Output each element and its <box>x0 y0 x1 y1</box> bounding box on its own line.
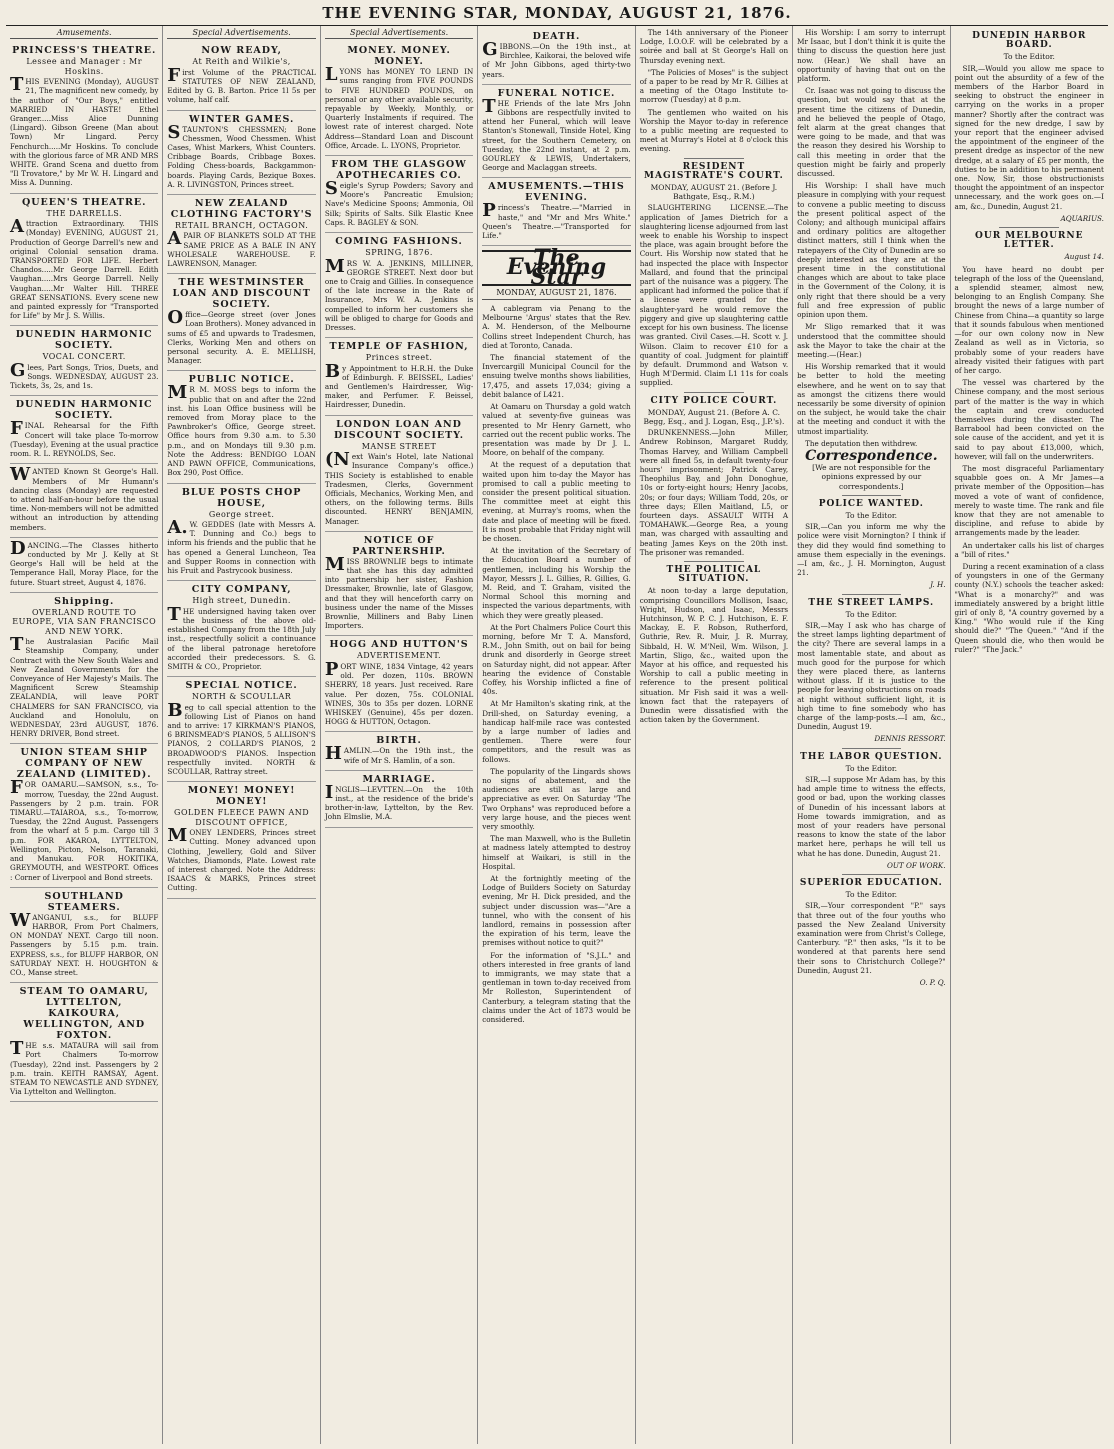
ad-body: THIS EVENING (Monday), AUGUST 21, The magnificent new comedy, by the author of "Our Boys," entitled MARRIED IN HASTE! Ethel Granger.....Miss Alice Dunning (Lingard). Gibson Greene (Man about Town) Mr Lingard. Percy Fenchurch.....Mr Hoskins. To conclude with the glorious farce of MR AND MRS WHITE. Grand Scena and duetto from "Il Trovatore," by Mr W. H. Lingard and Miss A. Dunning. <box>10 74 159 188</box>
ad-title: HOGG AND HUTTON'S <box>329 639 469 651</box>
ad-title: DEATH. <box>532 31 581 42</box>
ad-body: DANCING.—The Classes hitherto conducted by Mr J. Kelly at St George's Hall will be held at the Temperance Hall, Moray Place, for the future. Stuart street, August 4, 1876. <box>10 537 159 587</box>
correspondence-heading: Correspondence. <box>805 447 938 464</box>
section-rule <box>684 561 743 562</box>
news-paragraph: Mr Sligo remarked that it was understood that the committee should ask the Mayor to take the chair at the meeting.—(Hear.) <box>797 322 946 359</box>
ad-title: WINTER GAMES. <box>188 113 295 125</box>
letter-body <box>797 901 945 975</box>
ad-title: PRINCESS'S THEATRE. <box>12 45 157 57</box>
column-courts <box>636 26 793 1444</box>
masthead: THE EVENING STAR, MONDAY, AUGUST 21, 1876. <box>6 4 1108 26</box>
ad-title: FROM THE GLASGOW APOTHECARIES CO. <box>331 159 467 182</box>
ad-subtitle: Lessee and Manager : Mr Hoskins. <box>26 57 143 76</box>
ad-title: LONDON LOAN AND DISCOUNT SOCIETY. <box>334 418 465 441</box>
advertisement <box>10 888 158 983</box>
column-melbourne-letter <box>951 26 1108 1444</box>
letter-salutation: To the Editor. <box>845 510 897 520</box>
ad-subtitle: ADVERTISEMENT. <box>357 651 442 661</box>
letter-text: SIR,—Can you inform me why the police were visit Mornington? I think if they did they would find something to amuse them especially in the evenings.—I am, &c., J. H. Mornington, August 21. <box>797 522 946 578</box>
advertisement <box>325 156 473 233</box>
ad-body: LYONS has MONEY TO LEND IN sums ranging from FIVE POUNDS to FIVE HUNDRED POUNDS, on personal or any other available security, repayable by Weekly, Monthly, or Quarterly Instalments if required. The lowest rate of interest charged. Note Address—Standard Loan and Discount Office, Arcade. L. LYONS, Proprietor. <box>324 64 474 150</box>
melbourne-letter-date: August 14. <box>1064 252 1104 262</box>
news-paragraph: The popularity of the Lingards shows no signs of abatement, and the audiences are still as large and appreciative as ever. On Saturday "The Two Orphans" was reproduced before a very large house, and the pieces went very smoothly. <box>482 766 631 832</box>
letter-signature: AQUARIUS. <box>1060 213 1104 223</box>
melbourne-letter-title: OUR MELBOURNE LETTER. <box>975 231 1084 251</box>
column-notices-editorial <box>478 26 635 1444</box>
advertisement <box>10 326 158 396</box>
letter-salutation: To the Editor. <box>1003 52 1055 62</box>
ad-title: DUNEDIN HARMONIC SOCIETY. <box>15 399 153 422</box>
ad-title: SPECIAL NOTICE. <box>185 680 298 692</box>
advertisement <box>325 233 473 338</box>
advertisement <box>10 538 158 593</box>
ad-body: PORT WINE, 1834 Vintage, 42 years old. Per dozen, 110s. BROWN SHERRY, 18 years. Just received. Rare value. Per dozen, 75s. COLONIAL WINES, 30s to 35s per dozen. LORNE WHISKEY (Genuine), 45s per dozen. HOGG & HUTTON, Octagon. <box>324 658 474 727</box>
ad-subtitle: SPRING, 1876. <box>365 248 433 258</box>
column-amusements <box>6 26 163 1444</box>
news-paragraph: You have heard no doubt per telegraph of the loss of the Queensland, a splendid steamer, almost new, belonging to an English Company. She brought the news of a large number of Chinese from China—a quantity so large that it sounds fabulous when mentioned—for our own colony now in New Zealand as well as in Victoria, so probably some of your readers have already visited their fatigues with part of her cargo. <box>954 264 1104 375</box>
letter-title: SUPERIOR EDUCATION. <box>799 878 943 889</box>
ad-body: Princess's Theatre.—"Married in haste," and "Mr and Mrs White." Queen's Theatre.—"Transported for Life." <box>482 200 631 241</box>
news-paragraph: His Worship: I am sorry to interrupt Mr Isaac, but I don't think it is quite the thing to discuss the question here just now. (Hear.) We shall have an opportunity of having that out on the platform. <box>797 28 946 84</box>
ad-body: Glees, Part Songs, Trios, Duets, and Songs. WEDNESDAY, AUGUST 23. Tickets, 3s, 2s, and 1s. <box>10 359 159 391</box>
section-title: RESIDENT MAGISTRATE'S COURT. <box>644 161 784 181</box>
advertisement <box>10 593 158 745</box>
section-text: SLAUGHTERING LICENSE.—The application of James Dietrich for a slaughtering license adjourned from last week to enable his Worship to inspect the place, was again brought before the Court. His Worship now stated that he had inspected the place with Inspector Mallard, and found that the principal part of the nuisance was a piggery. The applicant had informed the police that if a license were granted for the slaughter-yard he would remove the piggery and give up slaughtering cattle except for his own business. The license was granted. Civil Cases.—H. Scott v. J. Wilson. Claim to recover £10 for a quantity of coal. Judgment for plaintiff by default. Drummond and Watson v. Hugh M'Dermid. Claim L1 11s for coals supplied. <box>639 203 789 388</box>
ad-title: NEW ZEALAND CLOTHING FACTORY'S <box>170 197 313 220</box>
advertisement <box>325 532 473 637</box>
ad-subtitle: THE DARRELLS. <box>46 208 123 218</box>
ad-body: MRS W. A. JENKINS, MILLINER, GEORGE STREET. Next door but one to Craig and Gillies. In consequence of the late increase in the Rate of Insurance, Mrs W. A. Jenkins is compelled to inform her customers she will be obliged to charge for Goods and Dresses. <box>324 255 474 332</box>
advertisement <box>167 274 315 371</box>
ad-body: Attraction Extraordinary. THIS (Monday) EVENING, AUGUST 21, Production of George Darrell's new and original Colonial sensation drama. TRANSPORTED FOR LIFE. Herbert Chandos.....Mr George Darrell. Edith Vaughan.....Mrs George Darrell. Nelly Vaughan.....Mr Walter Hill. THREE GREAT SENSATIONS. Every scene new and painted expressly for "Transported for Life" by Mr J. S. Willis. <box>10 216 159 321</box>
section-subhead: MONDAY, August 21. (Before A. C. Begg, Esq., and J. Logan, Esq., J.P.'s). <box>643 407 785 426</box>
column-correspondence <box>793 26 950 1444</box>
ad-subtitle: VOCAL CONCERT. <box>42 352 126 362</box>
editorial-dateline: MONDAY, AUGUST 21, 1876. <box>482 288 630 300</box>
ad-title: PUBLIC NOTICE. <box>188 374 295 386</box>
advertisement <box>167 42 315 110</box>
section-title: THE POLITICAL SITUATION. <box>666 564 762 585</box>
news-paragraph: During a recent examination of a class of youngsters in one of the Germany county (N.Y.) schools the teacher asked: "What is a monarchy?" and was immediately answered by a bright little girl of only 8, "A country governed by a King." "Who would rule if the King should die?" "The Queen." "And if the Queen should die, who then would be ruler?" "The Jack." <box>954 561 1104 654</box>
section-text: DRUNKENNESS.—John Miller, Andrew Robinson, Margaret Ruddy, Thomas Harvey, and William Campbell were all fined 5s, in default twenty-four hours' imprisonment; Patrick Carey, Theophilus Bay, and John Donoghue, 10s or forty-eight hours; Henry Jacobs, 20s; or four days; William Todd, 20s, or three days; Ellen Maitland, L5, or fourteen days. ASSAULT WITH A TOMAHAWK.—George Rea, a young man, was charged with assaulting and beating James Keys on the 20th inst. The prisoner was remanded. <box>639 428 789 557</box>
advertisement <box>10 983 158 1102</box>
ad-title: BLUE POSTS CHOP HOUSE, <box>181 486 302 509</box>
news-paragraph: His Worship: I shall have much pleasure in complying with your request to convene a public meeting to discuss the present political aspect of the Colony; and although municipal affairs and ordinary politics are altogether distinct matters, still I think when the ratepayers of the City of Dunedin are so deeply interested as they are at the present time in the constitutional changes which are about to take place in the Government of the Colony, it is only right that there should be a very full and free expression of public opinion upon them. <box>797 181 946 320</box>
column-heading: Special Advertisements. <box>167 28 315 39</box>
news-paragraph: An undertaker calls his list of charges a "bill of rites." <box>954 540 1104 559</box>
ad-body: MISS BROWNLIE begs to intimate that she has this day admitted into partnership her sister, Fashion Dressmaker, Brownlie, late of Glasgow, and that they will henceforth carry on business under the name of the Misses Brownlie, Milliners and Baby Linen Importers. <box>324 553 474 631</box>
section-body <box>640 428 788 557</box>
section-subhead: MONDAY, AUGUST 21. (Before J. Bathgate, Esq., R.M.) <box>650 183 778 202</box>
letter-text: SIR,—Your correspondent "P." says that three out of the four youths who passed the New Zealand University examination were from Christ's College, Canterbury. "P." then asks, "Is it to be wondered at that parents here send their sons to Christchurch College?" Dunedin, August 21. <box>797 901 946 975</box>
letter-title: THE LABOR QUESTION. <box>800 751 943 762</box>
ad-body: GIBBONS.—On the 19th inst., at Birchlee, Kaikorai, the beloved wife of Mr John Gibbons, aged thirty-two years. <box>482 39 631 79</box>
advertisement <box>10 194 158 327</box>
ad-body: THE s.s. MATAURA will sail from Port Chalmers To-morrow (Tuesday), 22nd inst. Passengers by 2 p.m. train. KEITH RAMSAY, Agent. STEAM TO NEWCASTLE AND SYDNEY, Via Lyttelton and Wellington. <box>10 1038 159 1097</box>
letter-rule <box>842 748 901 749</box>
news-paragraph: At the fortnightly meeting of the Lodge of Builders Society on Saturday evening, Mr H. Dick presided, and the subject under discussion was—"Are a tunnel, who with the consent of his landlord, remains in possession after the expiration of his term, leave the premises without notice to quit?" <box>482 874 631 948</box>
section-rule <box>684 158 743 159</box>
advertisement <box>10 464 158 537</box>
advertisement <box>167 782 315 898</box>
letter-title: DUNEDIN HARBOR BOARD. <box>972 31 1087 51</box>
ad-body: By Appointment to H.R.H. the Duke of Edinburgh. F. BEISSEL, Ladies' and Gentlemen's Hairdresser, Wig-maker, and Perfumer. F. Beissel, Hairdresser, Dunedin. <box>324 360 474 410</box>
ad-title: BIRTH. <box>376 735 422 747</box>
advertisement <box>167 484 315 582</box>
letter-title: POLICE WANTED. <box>818 498 924 509</box>
ad-title: COMING FASHIONS. <box>335 236 463 248</box>
letter-body <box>797 522 945 577</box>
ad-subtitle: MANSE STREET <box>361 441 437 451</box>
ad-subtitle: High street, Dunedin. <box>192 596 291 606</box>
news-paragraph: The gentlemen who waited on his Worship the Mayor to-day in reference to a public meeting are requested to meet at Murray's Hotel at 8 o'clock this evening. <box>639 107 789 154</box>
advertisement <box>10 396 158 464</box>
letters-block <box>797 495 945 988</box>
ad-body: INGLIS—LEVTTEN.—On the 10th inst., at the residence of the bride's brother-in-law, Lyttelton, by the Rev. John Elmslie, M.A. <box>324 781 474 822</box>
ad-subtitle: RETAIL BRANCH, OCTAGON. <box>175 220 309 230</box>
news-paragraph: His Worship remarked that it would be better to hold the meeting elsewhere, and he went on to say that as amongst the citizens there would necessarily be some diversity of opinion on the subject, he would take the chair at the meeting and conduct it with the utmost impartiality. <box>797 362 946 436</box>
letter-signature: DENNIS RESSORT. <box>874 734 946 744</box>
column-heading: Special Advertisements. <box>325 28 473 39</box>
column-special-ads-2 <box>321 26 478 1444</box>
notices-block <box>482 28 630 246</box>
section-rule <box>684 392 743 393</box>
news-paragraph: Cr. Isaac was not going to discuss the question, but would say that at the present time the citizens of Dunedin, and he believed the people of Otago, felt alarm at the great changes that were going to be made, and that was the reason they desired his Worship to call this meeting in order that the question might be fairly and properly discussed. <box>797 86 946 179</box>
ad-body: The Australasian Pacific Mail Steamship Company, under Contract with the New South Wales and New Zealand Governments for the Conveyance of Her Majesty's Mails. The Magnificent Screw Steamship ZEALANDIA, will leave PORT CHALMERS for SAN FRANCISCO, via Auckland and Honolulu, on WEDNESDAY, 23rd AUGUST, 1876. HENRY DRIVER, Bond street. <box>10 634 159 739</box>
ad-body: Beg to call special attention to the following List of Pianos on hand and to arrive: 17 KIRKMAN'S PIANOS, 6 BRINSMEAD'S PIANOS, 5 ALLISON'S PIANOS, 2 COLLARD'S PIANOS, 2 BROADWOOD'S PIANOS. Inspection respectfully invited. NORTH & SCOULLAR, Rattray street. <box>167 699 316 777</box>
harbor-letter <box>955 32 1104 228</box>
advertisement <box>167 581 315 677</box>
news-paragraph: At Oamaru on Thursday a gold watch valued at seventy-five guineas was presented to Mr Henry Garnett, who carried out the recent public works. The presentation was made by Dr J. L. Moore, on behalf of the company. <box>482 402 631 458</box>
letter-text: SIR,—May I ask who has charge of the street lamps lighting department of the city? There are several lamps in a most lamentable state, and about as much good for the purpose for which they were placed there, as lanterns without glass. If it is justice to the people for leaving obstructions on roads at night without sufficient light, it is high time to fine somebody who has charge of the lamp-posts.—I am, &c., Dunedin, August 19. <box>797 620 946 732</box>
advertisement <box>325 416 473 532</box>
ad-subtitle: GOLDEN FLEECE PAWN AND DISCOUNT OFFICE, <box>174 808 310 827</box>
deputation-report <box>797 28 945 448</box>
advertisement <box>167 677 315 782</box>
columns <box>6 26 1108 1444</box>
ad-body: MONEY LENDERS, Princes street Cutting. Money advanced upon Clothing, Jewellery, Gold and Silver Watches, Diamonds, Plate. Lowest rate of interest charged. Note the Address: ISAACS & MARKS, Princes street Cutting. <box>167 825 316 893</box>
section-text: At noon to-day a large deputation, comprising Councillors Mollison, Isaac, Wright, Hudson, and Isaac, Messrs Hutchinson, W. P. C. J. Hutchison, E. F. Mackay, E. F. Robson, Rutherford, Guthrie, Rev. R. Muir, J. R. Murray, Sibbald, H. W. M'Neil, Wm. Wilson, J. Martin, Sligo, &c., waited upon the Mayor at his office, and requested his Worship to call a public meeting in reference to the present political situation. Mr Fish said it was a well-known fact that the ratepayers of Dunedin were dissatisfied with the action taken by the Government. <box>639 586 789 725</box>
news-paragraph: At Mr Hamilton's skating rink, at the Drill-shed, on Saturday evening, a handicap half-mile race was contested by a large number of ladies and gentlemen. There were four competitors, and the result was as follows. <box>482 699 631 764</box>
letter-text: SIR,—Would you allow me space to point out the absurdity of a few of the members of the Harbor Board in seeking to obstruct the engineer in carrying on the works in a proper manner? Shortly after the contract was signed for the new dredge, I saw by your report that the engineer advised the appointment of the engineer of the present dredge as inspector of the new dredge, at a salary of £5 per month, the duties to be in addition to his permanent one. Now, Sir, those obstructionists thought the appointment of an inspector unnecessary, and the work goes on.—I am, &c., Dunedin, August 21. <box>954 63 1104 211</box>
ad-title: CITY COMPANY, <box>191 584 292 596</box>
section-body <box>640 586 788 724</box>
section-title: CITY POLICE COURT. <box>650 395 778 406</box>
ad-subtitle: George street. <box>208 509 275 519</box>
advertisement <box>325 771 473 828</box>
news-paragraph: At the request of a deputation that waited upon him to-day the Mayor has promised to call a public meeting to consider the present political situation. The committee meet at eight this evening, at Murray's rooms, when the date and place of meeting will be fixed. It is most probable that Friday night will be chosen. <box>482 460 631 543</box>
letter-rule <box>842 594 901 595</box>
advertisement <box>325 732 473 770</box>
advertisement <box>167 371 315 483</box>
ad-subtitle: At Reith and Wilkie's, <box>192 57 291 67</box>
ad-title: NOW READY, <box>201 45 282 57</box>
news-paragraph: "The Policies of Moses" is the subject of a paper to be read by Mr R. Gillies at a meeting of the Otago Institute to-morrow (Tuesday) at 8 p.m. <box>639 67 789 105</box>
ad-title: FUNERAL NOTICE. <box>497 87 616 99</box>
advertisement <box>325 636 473 732</box>
news-paragraph: The man Maxwell, who is the Bulletin at madness lately attempted to destroy himself at Waikari, is still in the Hospital. <box>482 834 631 871</box>
letter-rule <box>842 874 901 875</box>
ad-body: APAIR OF BLANKETS SOLD AT THE SAME PRICE AS A BALE IN ANY WHOLESALE WAREHOUSE. F. LAWRENSON, Manager. <box>167 228 316 269</box>
advertisement <box>10 744 158 887</box>
letter-rule <box>999 227 1059 228</box>
news-paragraph: The deputation then withdrew. <box>805 438 918 448</box>
ad-title: MONEY. MONEY. MONEY. <box>347 45 451 68</box>
ad-title: Shipping. <box>54 595 115 607</box>
ad-body: A.W. GEDDES (late with Messrs A. T. Dunning and Co.) begs to inform his friends and the public that he has opened a General Luncheon, Tea and Supper Rooms in connection with his Fruit and Pastrycook business. <box>167 517 316 576</box>
ad-subtitle: OVERLAND ROUTE TO EUROPE, VIA SAN FRANCISCO AND NEW YORK. <box>12 607 157 636</box>
ad-body: MR M. MOSS begs to inform the public that on and after the 22nd inst. his Loan Office business will be removed from Moray place to the Pawnbroker's Office, George street. Office hours from 9.30 a.m. to 5.30 p.m., and on Mondays till 9.30 p.m. Note the Address: BENDIGO LOAN AND PAWN OFFICE, Communications, Box 290, Post Office. <box>167 382 316 478</box>
letter-signature: J. H. <box>930 580 946 590</box>
newspaper-nameplate: The Evening Star <box>482 250 630 286</box>
ad-title: STEAM TO OAMARU, LYTTELTON, KAIKOURA, WELLINGTON, AND FOXTON. <box>19 986 149 1042</box>
advertisement <box>482 28 630 85</box>
ad-title: TEMPLE OF FASHION, <box>329 341 469 353</box>
correspondence-disclaimer: [We are not responsible for the opinions expressed by our correspondents.] <box>812 463 931 491</box>
letter-salutation: To the Editor. <box>845 890 897 900</box>
ad-body: FOR OAMARU.—SAMSON, s.s., To-morrow, Tuesday, the 22nd August. Passengers by 2 p.m. train. FOR TIMARU.—TAIAROA, s.s., To-morrow, Tuesday, the 22nd August. Passengers from the wharf at 5 p.m. Cargo till 3 p.m. FOR AKAROA, LYTTELTON, Wellington, Picton, Nelson, Taranaki, and Manukau. FOR HOKITIKA, GREYMOUTH, and WESTPORT. Offices : Corner of Liverpool and Bond streets. <box>10 777 159 882</box>
ad-body: WANTED Known St George's Hall. Members of Mr Humann's dancing class (Monday) are requested to attend half-an-hour before the usual time. Non-members will not be admitted without an introduction by attending members. <box>10 464 159 532</box>
news-paragraph: The vessel was chartered by the Chinese company, and the most serious part of the matter is the way in which the captain and crew conducted themselves during the disaster. The Barrabool had been convicted on the sole cause of the accident, and yet it is said to pay about £13,000, which, however, will fall on the underwriters. <box>954 378 1104 461</box>
ad-body: Office—George street (over Jones Loan Brothers). Money advanced in sums of £5 and upwards to Tradesmen, Clerks, Working Men and others on personal security. A. E. MELLISH, Manager. <box>167 307 316 366</box>
letter-salutation: To the Editor. <box>845 609 897 619</box>
letter-title: THE STREET LAMPS. <box>808 597 935 608</box>
news-paragraph: At the invitation of the Secretary of the Education Board a number of gentlemen, including his Worship the Mayor, Messrs J. L. Gillies, R. Gillies, G. M. Reid, and T. Graham, visited the Normal School this morning and inspected the various departments, with which they were greatly pleased. <box>482 546 631 620</box>
ad-body: First Volume of the PRACTICAL STATUTES OF NEW ZEALAND, Edited by G. B. Barton. Price 1l 5s per volume, half calf. <box>167 64 316 105</box>
advertisement <box>482 85 630 179</box>
letter-body <box>955 64 1104 211</box>
ad-body: (Next Wain's Hotel, late National Insurance Company's office.) THIS Society is established to enable Tradesmen, Clerks, Government Officials, Mechanics, Working Men, and others, on the following terms. Bills discounted. HENRY BENJAMIN, Manager. <box>324 449 474 526</box>
letter-body <box>797 621 945 731</box>
news-paragraph: The most disgraceful Parliamentary squabble goes on. A Mr James—a private member of the Opposition—has moved a vote of want of confidence, merely to waste time. The rank and file know that they are not amenable to discipline, and refuse to abide by arrangements made by the leader. <box>954 463 1104 538</box>
ad-subtitle: Princes street. <box>365 353 433 363</box>
news-paragraph: A cablegram via Penang to the Melbourne 'Argus' states that the Rev. A. M. Henderson, of the Melbourne Collins street Independent Church, has died at Toronto, Canada. <box>482 304 631 350</box>
advertisement <box>167 195 315 274</box>
advertisement <box>482 178 630 246</box>
advertisement <box>325 338 473 416</box>
court-reports <box>640 158 788 725</box>
ad-subtitle: NORTH & SCOULLAR <box>191 692 292 702</box>
melbourne-letter-body <box>955 265 1104 654</box>
ad-body: THE Friends of the late Mrs John Gibbons are respectfully invited to attend her Funeral, which will leave Stanton's Stonewall, Tinside Hotel, King street, for the Southern Cemetery, on Tuesday, the 22nd instant, at 2 p.m. GOURLEY & LEWIS, Undertakers, George and Maclaggan streets. <box>482 95 631 173</box>
news-paragraph: The financial statement of the Invercargill Municipal Council for the ensuing twelve months shows liabilities, 17,475, and assets 17,034; giving a debit balance of L421. <box>482 353 631 399</box>
news-paragraph: The 14th anniversary of the Pioneer Lodge, I.O.O.F. will be celebrated by a soirée and ball at St George's Hall on Thursday evening next. <box>639 28 789 65</box>
ad-title: THE WESTMINSTER LOAN AND DISCOUNT SOCIETY. <box>172 277 311 311</box>
ad-body: WANGANUI, s.s., for BLUFF HARBOR, From Port Chalmers, ON MONDAY NEXT. Cargo till noon. Passengers by 5.15 p.m. train. EXPRESS, s.s., for BLUFF HARBOR, ON SATURDAY NEXT. H. HOUGHTON & CO., Manse street. <box>10 909 159 977</box>
news-paragraph: For the information of "S.J.L." and others interested in free grants of land to immigrants, we may state that a gentleman in town to-day received from Mr Rolleston, Superintendent of Canterbury, a telegram stating that the claims under the Act of 1873 would be considered. <box>482 950 631 1025</box>
ad-body: FINAL Rehearsal for the Fifth Concert will take place To-morrow (Tuesday), Evening at the usual practice room. R. L. REYNOLDS, Sec. <box>10 418 159 459</box>
ad-body: STAUNTON'S CHESSMEN; Bone Chessmen, Wood Chessmen. Whist Cases, Whist Markers, Whist Counters. Cribbage Boards, Cribbage Boxes. Folding Chess-boards, Backgammon-boards. Playing Cards, Bezique Boxes. A. R. LIVINGSTON, Princes street. <box>167 121 316 189</box>
ad-body: HAMLIN.—On the 19th inst., the wife of Mr S. Hamlin, of a son. <box>324 743 474 765</box>
ad-title: DUNEDIN HARMONIC SOCIETY. <box>15 329 153 352</box>
section-body <box>640 203 788 387</box>
local-notes <box>640 28 788 154</box>
letter-rule <box>842 495 901 496</box>
letter-signature: OUT OF WORK. <box>886 860 946 870</box>
news-paragraph: At the Port Chalmers Police Court this morning, before Mr T. A. Mansford, R.M., John Smith, out on bail for being drunk and disorderly in George street on Saturday night, did not appear. After hearing the evidence of Constable Coffey, his Worship inflicted a fine of 40s. <box>482 622 631 697</box>
column-special-ads-1 <box>163 26 320 1444</box>
ad-title: UNION STEAM SHIP COMPANY OF NEW ZEALAND (LIMITED). <box>16 747 152 781</box>
ad-title: QUEEN'S THEATRE. <box>21 196 147 208</box>
ad-title: MONEY! MONEY! MONEY! <box>187 785 296 808</box>
ad-title: NOTICE OF PARTNERSHIP. <box>352 534 446 557</box>
ad-body: THE undersigned having taken over the business of the above old-established Company from the 18th July inst., respectfully solicit a continuance of the liberal patronage heretofore accorded their predecessors. S. G. SMITH & CO., Proprietor. <box>167 603 316 671</box>
ad-title: MARRIAGE. <box>362 773 436 785</box>
advertisement <box>10 42 158 193</box>
letter-body <box>797 775 945 858</box>
letter-salutation: To the Editor. <box>845 763 897 773</box>
column-heading: Amusements. <box>10 28 158 39</box>
advertisement <box>325 42 473 156</box>
letter-text: SIR,—I suppose Mr Adam has, by this had ample time to witness the effects, good or bad, upon the working classes of Dunedin of his incessant labors at Home towards immigration, and as most of your readers have personal reasons to know the state of the labor market here, perhaps he will tell us what he has done. Dunedin, August 21. <box>797 775 946 858</box>
ad-title: SOUTHLAND STEAMERS. <box>44 890 124 913</box>
editorial-body <box>482 304 630 1024</box>
ad-body: Seigle's Syrup Powders; Savory and Moore's Pancreatic Emulsion; Nave's Medicine Spoons; Ammonia, Oil Silk; Spirits of Salts. Silk Elastic Knee Caps. R. BAGLEY & SON. <box>324 178 474 227</box>
ad-title: AMUSEMENTS.—THIS EVENING. <box>488 181 625 204</box>
letter-signature: O. P. Q. <box>919 978 946 988</box>
advertisement <box>167 111 315 195</box>
